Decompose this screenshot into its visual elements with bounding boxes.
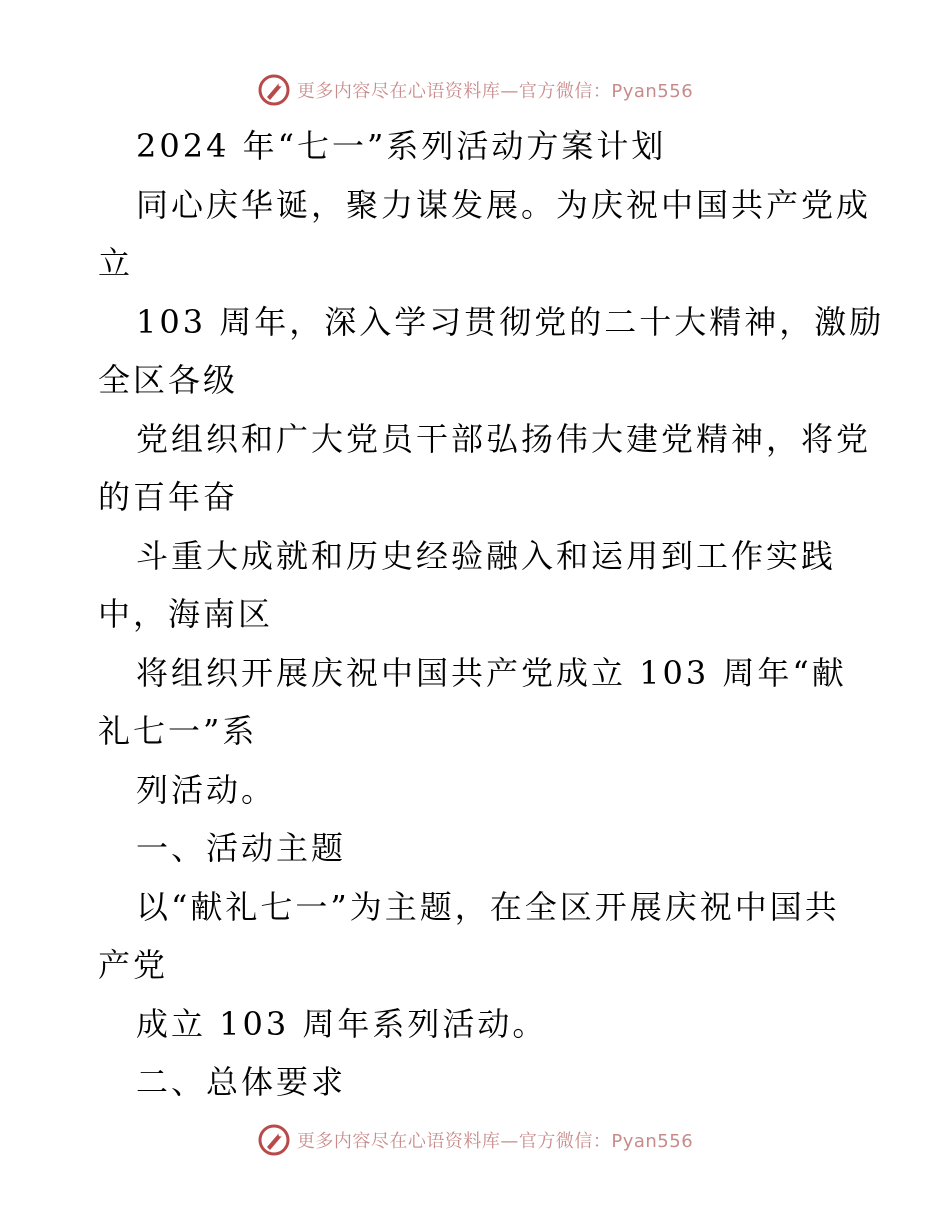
watermark-text: 更多内容尽在心语资料库—官方微信：Pyan556 bbox=[296, 81, 694, 102]
paragraph-line: 以“献礼七一”为主题，在全区开展庆祝中国共 bbox=[136, 888, 840, 926]
watermark-content bbox=[257, 1123, 693, 1157]
pen-nib-icon bbox=[257, 73, 291, 107]
watermark-content bbox=[257, 73, 693, 107]
section-heading: 一、活动主题 bbox=[136, 829, 347, 867]
section-heading: 二、总体要求 bbox=[136, 1063, 347, 1101]
pen-nib-icon bbox=[257, 1123, 291, 1157]
paragraph-line: 中，海南区 bbox=[98, 595, 274, 633]
paragraph-line: 将组织开展庆祝中国共产党成立 103 周年“献 bbox=[136, 654, 847, 692]
footer-watermark bbox=[0, 1120, 950, 1160]
paragraph-line: 同心庆华诞，聚力谋发展。为庆祝中国共产党成 bbox=[136, 186, 872, 224]
paragraph-line: 立 bbox=[98, 244, 134, 282]
paragraph-line: 斗重大成就和历史经验融入和运用到工作实践 bbox=[136, 537, 837, 575]
paragraph-line: 产党 bbox=[98, 946, 169, 984]
paragraph-line: 的百年奋 bbox=[98, 478, 239, 516]
paragraph-line: 列活动。 bbox=[136, 771, 277, 809]
watermark-text: 更多内容尽在心语资料库—官方微信：Pyan556 bbox=[296, 1131, 694, 1152]
document-title: 2024 年“七一”系列活动方案计划 bbox=[136, 127, 667, 165]
header-watermark bbox=[0, 70, 950, 110]
paragraph-line: 成立 103 周年系列活动。 bbox=[136, 1005, 548, 1043]
paragraph-line: 103 周年，深入学习贯彻党的二十大精神，激励 bbox=[136, 303, 885, 341]
paragraph-line: 全区各级 bbox=[98, 361, 239, 399]
paragraph-line: 党组织和广大党员干部弘扬伟大建党精神，将党 bbox=[136, 420, 872, 458]
paragraph-line: 礼七一”系 bbox=[98, 712, 258, 750]
